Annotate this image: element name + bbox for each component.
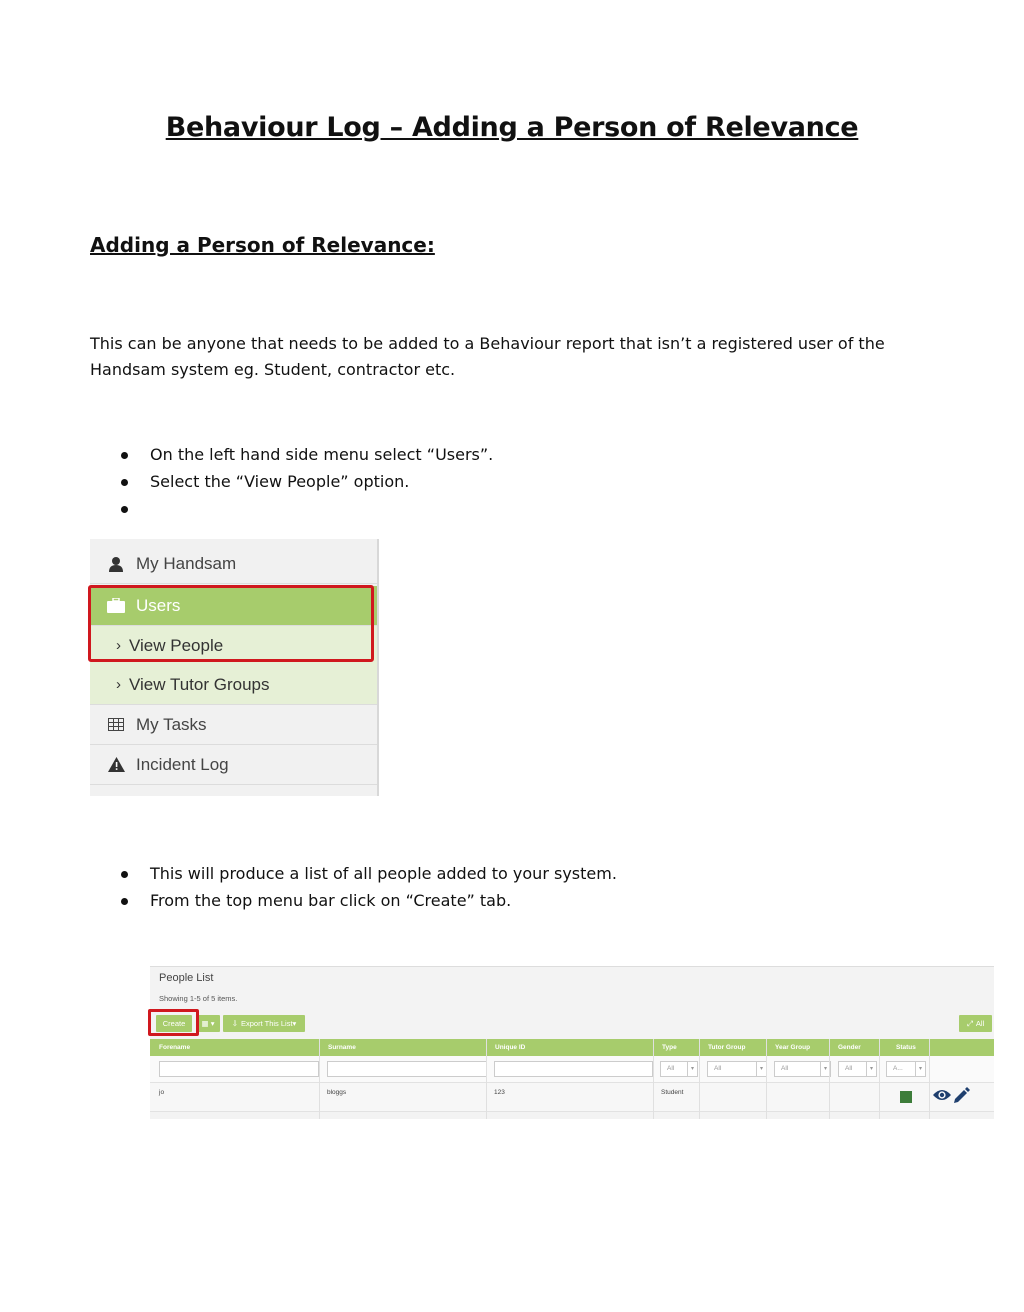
intro-paragraph: This can be anyone that needs to be added to a Behaviour report that isn’t a registered user of the Handsam system eg. Student, contractor etc.	[90, 334, 885, 379]
list-item	[90, 495, 493, 522]
export-icon: ⇩	[231, 1019, 238, 1028]
type-filter-select[interactable]: All ▾	[660, 1061, 698, 1077]
menu-item-my-handsam[interactable]: My Handsam	[90, 544, 377, 584]
status-indicator-icon	[900, 1091, 912, 1103]
status-filter-select[interactable]: A... ▾	[886, 1061, 926, 1077]
create-button[interactable]: Create	[156, 1015, 192, 1032]
forename-filter-input[interactable]	[159, 1061, 319, 1077]
view-toggle-button[interactable]	[196, 1015, 220, 1032]
table-icon	[106, 718, 126, 731]
chevron-down-icon: ▾	[866, 1062, 876, 1076]
menu-item-users[interactable]: Users	[90, 586, 377, 626]
edit-icon[interactable]	[953, 1087, 970, 1109]
menu-item-view-tutor-groups[interactable]: › View Tutor Groups	[90, 665, 377, 705]
bullet-icon	[121, 506, 128, 513]
chevron-down-icon: ▾	[915, 1062, 925, 1076]
column-header-forename[interactable]: Forename	[159, 1044, 191, 1051]
chevron-right-icon: ›	[116, 637, 121, 654]
list-item: Select the “View People” option.	[90, 468, 493, 495]
table-row[interactable]	[150, 1083, 994, 1112]
column-header-type[interactable]: Type	[662, 1044, 677, 1051]
list-item: On the left hand side menu select “Users”.	[90, 441, 493, 468]
items-summary: Showing 1-5 of 5 items.	[159, 994, 238, 1003]
bullet-icon	[121, 452, 128, 459]
filter-row	[150, 1056, 994, 1083]
side-menu-screenshot	[90, 539, 379, 796]
grid-icon: ▦ ▾	[201, 1019, 215, 1028]
chevron-down-icon: ▾	[820, 1062, 830, 1076]
bullet-icon	[121, 898, 128, 905]
highlight-box	[88, 585, 374, 662]
table-header	[150, 1039, 994, 1056]
gender-filter-select[interactable]: All ▾	[838, 1061, 877, 1077]
column-header-tutor-group[interactable]: Tutor Group	[708, 1044, 746, 1051]
chevron-right-icon: ›	[116, 676, 121, 693]
bullet-icon	[121, 479, 128, 486]
chevron-down-icon: ▾	[756, 1062, 766, 1076]
chevron-down-icon: ▾	[687, 1062, 697, 1076]
menu-item-incident-log[interactable]: Incident Log	[90, 745, 377, 785]
surname-cell: bloggs	[327, 1089, 347, 1096]
list-item: This will produce a list of all people added to your system.	[90, 860, 617, 887]
column-header-gender[interactable]: Gender	[838, 1044, 861, 1051]
year-group-filter-select[interactable]: All ▾	[774, 1061, 831, 1077]
people-list-screenshot	[150, 966, 994, 1119]
column-header-surname[interactable]: Surname	[328, 1044, 356, 1051]
expand-icon: ⤢	[966, 1018, 973, 1028]
unique-id-filter-input[interactable]	[494, 1061, 653, 1077]
view-icon[interactable]	[933, 1088, 951, 1107]
show-all-button[interactable]: ⤢ All	[959, 1015, 992, 1032]
tutor-group-filter-select[interactable]: All ▾	[707, 1061, 767, 1077]
steps-list-2	[90, 860, 617, 914]
section-heading: Adding a Person of Relevance:	[90, 233, 435, 257]
export-list-button[interactable]: ⇩ Export This List ▾	[223, 1015, 305, 1032]
column-header-year-group[interactable]: Year Group	[775, 1044, 811, 1051]
unique-id-cell: 123	[494, 1089, 505, 1096]
list-item: From the top menu bar click on “Create” tab.	[90, 887, 617, 914]
user-icon	[106, 556, 126, 572]
bullet-icon	[121, 871, 128, 878]
panel-title: People List	[159, 972, 214, 984]
surname-filter-input[interactable]	[327, 1061, 487, 1077]
highlight-box	[148, 1009, 199, 1036]
forename-cell: jo	[159, 1089, 165, 1096]
column-header-unique-id[interactable]: Unique ID	[495, 1044, 526, 1051]
warning-icon	[106, 757, 126, 772]
column-header-status[interactable]: Status	[896, 1044, 916, 1051]
menu-item-my-tasks[interactable]: My Tasks	[90, 705, 377, 745]
menu-item-view-people[interactable]: › View People	[90, 626, 377, 666]
document-title: Behaviour Log – Adding a Person of Relevance	[165, 112, 859, 143]
steps-list-1	[90, 441, 493, 522]
type-cell: Student	[661, 1089, 684, 1096]
